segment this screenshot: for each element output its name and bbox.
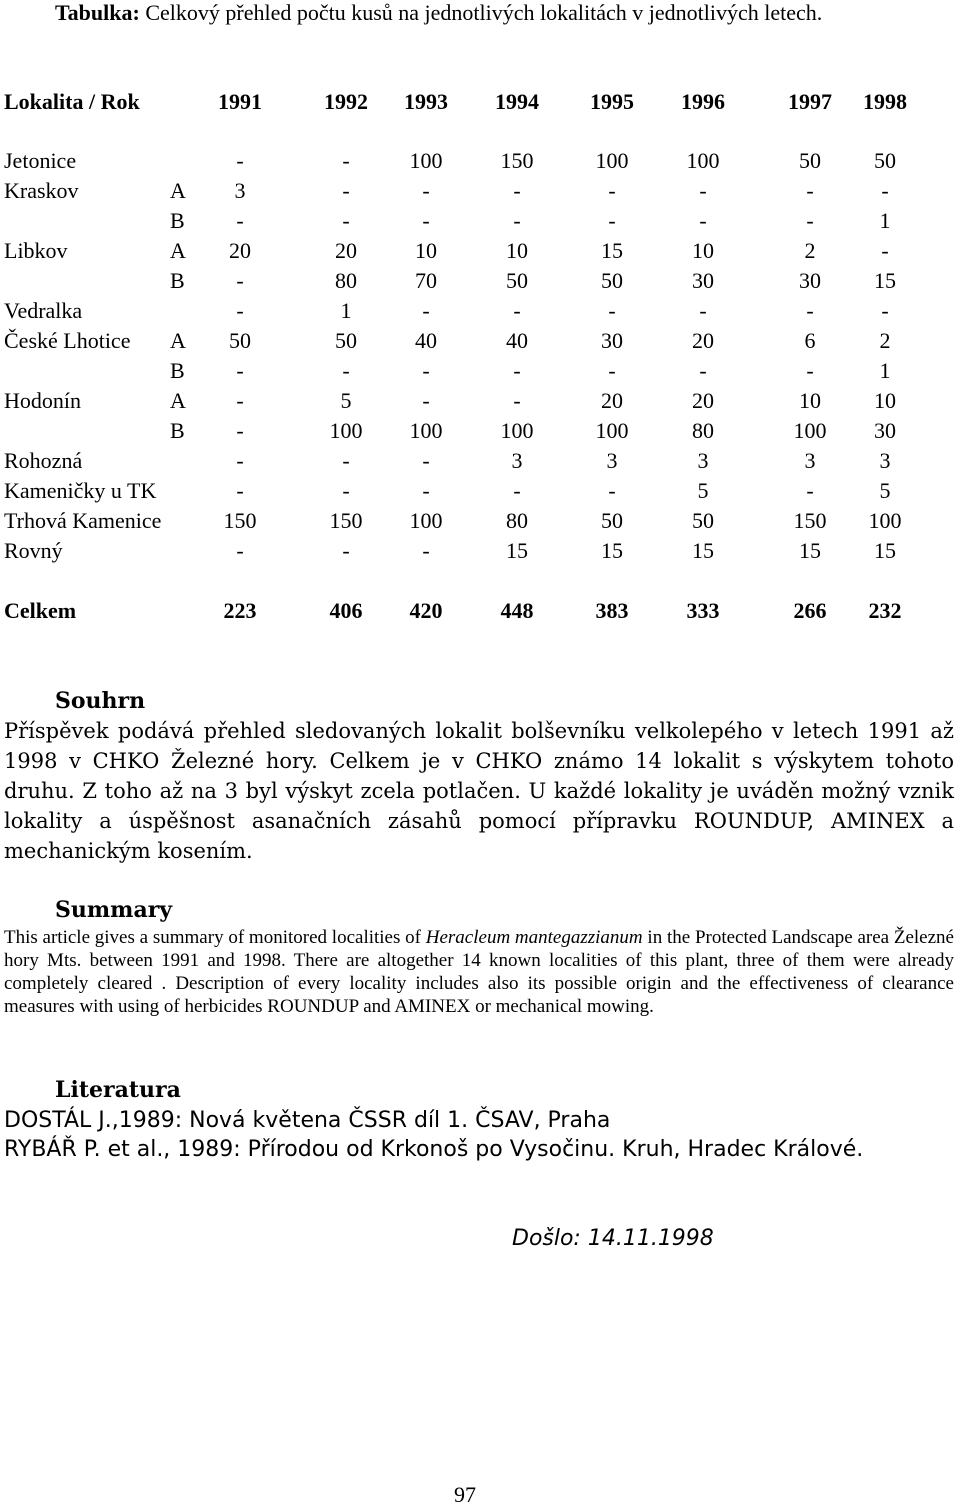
received-date: Došlo: 14.11.1998 [512,1226,714,1251]
count-cell: 2 [879,328,891,353]
count-cell: 50 [874,148,896,173]
souhrn-text: Příspěvek podává přehled sledovaných lokalit bolševníku velkolepého v letech 1991 až 1998 v CHKO Železné hory. Celkem je v CHKO známo 14 lokalit s výskytem tohoto druhu. Z toho až na 3 byl výskyt zcela potlačen. U každé lokality je uváděn možný vznik lokality a úspěšnost asanačních zásahů pomocí přípravku ROUNDUP, AMINEX a mechanickým kosením. [4,719,954,863]
count-cell: 20 [692,328,714,353]
table-row [0,266,960,296]
summary-text-before: This article gives a summary of monitored localities of [4,927,426,948]
total-value: 420 [409,598,443,623]
count-cell: - [236,478,244,503]
count-cell: - [608,298,616,323]
count-cell: 15 [874,538,896,563]
page-number: 97 [454,1482,476,1507]
locality-subsite: B [170,208,185,233]
caption-label: Tabulka: [55,0,140,25]
count-cell: 50 [692,508,714,533]
count-cell: 30 [799,268,821,293]
table-row [0,476,960,506]
count-cell: 150 [223,508,257,533]
count-cell: - [422,478,430,503]
count-cell: 5 [340,388,352,413]
count-cell: 100 [595,418,629,443]
count-cell: - [513,358,521,383]
count-cell: 5 [879,478,891,503]
header-year: 1994 [495,89,539,114]
count-cell: 100 [595,148,629,173]
total-value: 223 [223,598,257,623]
count-cell: - [422,178,430,203]
count-cell: - [342,538,350,563]
count-cell: - [342,358,350,383]
count-cell: 15 [799,538,821,563]
count-cell: - [608,358,616,383]
count-cell: 40 [506,328,528,353]
count-cell: 30 [601,328,623,353]
count-cell: 50 [335,328,357,353]
total-value: 448 [500,598,534,623]
count-cell: 1 [879,358,891,383]
summary-text [4,926,954,1018]
count-cell: 2 [804,238,816,263]
count-cell: 3 [234,178,246,203]
count-cell: 50 [799,148,821,173]
count-cell: - [236,388,244,413]
header-year: 1996 [681,89,725,114]
count-cell: - [699,298,707,323]
count-cell: 70 [415,268,437,293]
total-value: 266 [793,598,827,623]
count-cell: - [422,208,430,233]
count-cell: - [422,298,430,323]
table-row [0,356,960,386]
count-cell: 100 [409,418,443,443]
count-cell: 20 [229,238,251,263]
literatura-heading: Literatura [55,1077,181,1103]
count-cell: - [342,448,350,473]
locality-subsite: A [170,238,186,263]
count-cell: 80 [692,418,714,443]
count-cell: 50 [229,328,251,353]
table-caption [55,0,822,26]
count-cell: 3 [697,448,709,473]
count-cell: 1 [340,298,352,323]
locality-name: Rohozná [4,448,83,473]
count-cell: 15 [874,268,896,293]
count-cell: - [422,538,430,563]
count-cell: 50 [601,268,623,293]
count-cell: - [513,388,521,413]
count-cell: - [236,538,244,563]
count-cell: 50 [601,508,623,533]
table-row [0,506,960,536]
table-row [0,176,960,206]
header-year: 1993 [404,89,448,114]
locality-subsite: A [170,388,186,413]
count-cell: - [608,208,616,233]
count-cell: - [236,358,244,383]
count-cell: - [236,208,244,233]
count-cell: - [236,418,244,443]
summary-heading: Summary [55,897,173,923]
count-cell: 100 [409,508,443,533]
table-row [0,536,960,566]
reference-item: RYBÁŘ P. et al., 1989: Přírodou od Krkonoš po Vysočinu. Kruh, Hradec Králové. [4,1137,864,1162]
count-cell: 10 [874,388,896,413]
header-year: 1995 [590,89,634,114]
count-cell: 15 [601,538,623,563]
count-cell: 10 [506,238,528,263]
count-cell: 3 [511,448,523,473]
count-cell: - [881,298,889,323]
locality-subsite: A [170,178,186,203]
total-value: 232 [868,598,902,623]
count-cell: 150 [329,508,363,533]
count-cell: - [342,178,350,203]
locality-name: Kameničky u TK [4,478,157,503]
locality-name: Libkov [4,238,68,263]
count-cell: 10 [692,238,714,263]
count-cell: 30 [692,268,714,293]
table-total-row [0,596,960,626]
count-cell: - [881,178,889,203]
count-cell: - [513,178,521,203]
count-cell: - [806,298,814,323]
count-cell: - [513,298,521,323]
count-cell: 6 [804,328,816,353]
count-cell: - [422,358,430,383]
count-cell: - [806,178,814,203]
locality-subsite: B [170,268,185,293]
total-label: Celkem [4,598,77,623]
count-cell: 50 [506,268,528,293]
count-cell: 40 [415,328,437,353]
count-cell: - [422,388,430,413]
count-cell: - [699,358,707,383]
locality-name: České Lhotice [4,328,131,353]
count-cell: 20 [692,388,714,413]
species-name: Heracleum mantegazzianum [425,927,643,948]
count-cell: 100 [686,148,720,173]
header-year: 1997 [788,89,832,114]
locality-name: Trhová Kamenice [4,508,162,533]
count-cell: - [699,178,707,203]
count-cell: 15 [692,538,714,563]
locality-subsite: B [170,418,185,443]
table-row [0,296,960,326]
count-cell: - [881,238,889,263]
count-cell: 10 [415,238,437,263]
summary-text-after: in the Protected Landscape area Železné hory Mts. between 1991 and 1998. There are altogether 14 known localities of this plant, three of them were already completely cleared . Description of every locality includes also its possible origin and the effectiveness of clearance measures with using of herbicides ROUNDUP and AMINEX or mechanical mowing. [4,927,954,1017]
reference-item: DOSTÁL J.,1989: Nová květena ČSSR díl 1. ČSAV, Praha [4,1108,611,1133]
table-row [0,236,960,266]
count-cell: 150 [793,508,827,533]
count-cell: 5 [697,478,709,503]
locality-name: Vedralka [4,298,83,323]
count-cell: 80 [335,268,357,293]
table-row [0,446,960,476]
count-cell: - [236,268,244,293]
count-cell: 30 [874,418,896,443]
total-value: 406 [329,598,363,623]
count-cell: - [422,448,430,473]
count-cell: - [608,178,616,203]
count-cell: 100 [868,508,902,533]
table-row [0,206,960,236]
locality-name: Jetonice [4,148,77,173]
count-cell: - [806,208,814,233]
total-value: 333 [686,598,720,623]
locality-name: Rovný [4,538,63,563]
count-cell: 100 [500,418,534,443]
count-cell: 20 [335,238,357,263]
count-cell: - [236,148,244,173]
count-cell: 20 [601,388,623,413]
count-cell: 15 [601,238,623,263]
caption-text: Celkový přehled počtu kusů na jednotlivých lokalitách v jednotlivých letech. [139,0,823,25]
locality-subsite: B [170,358,185,383]
header-year: 1991 [218,89,262,114]
count-cell: - [608,478,616,503]
count-cell: 150 [500,148,534,173]
count-cell: - [513,478,521,503]
locality-subsite: A [170,328,186,353]
total-value: 383 [595,598,629,623]
header-year: 1992 [324,89,368,114]
locality-name: Kraskov [4,178,79,203]
count-cell: 100 [409,148,443,173]
count-cell: - [342,148,350,173]
count-cell: 3 [606,448,618,473]
count-cell: 80 [506,508,528,533]
table-row [0,326,960,356]
header-label: Lokalita / Rok [4,89,140,114]
count-cell: 100 [329,418,363,443]
count-cell: 15 [506,538,528,563]
header-year: 1998 [863,89,907,114]
table-row [0,386,960,416]
table-row [0,146,960,176]
count-cell: 3 [804,448,816,473]
count-cell: 10 [799,388,821,413]
souhrn-heading: Souhrn [55,688,146,714]
count-cell: 3 [879,448,891,473]
table-row [0,416,960,446]
count-cell: - [513,208,521,233]
count-cell: - [236,448,244,473]
locality-name: Hodonín [4,388,81,413]
count-cell: - [806,478,814,503]
count-cell: 100 [793,418,827,443]
count-cell: - [806,358,814,383]
count-cell: 1 [879,208,891,233]
count-cell: - [342,208,350,233]
count-cell: - [342,478,350,503]
count-cell: - [236,298,244,323]
table-header-row [0,87,960,117]
count-cell: - [699,208,707,233]
